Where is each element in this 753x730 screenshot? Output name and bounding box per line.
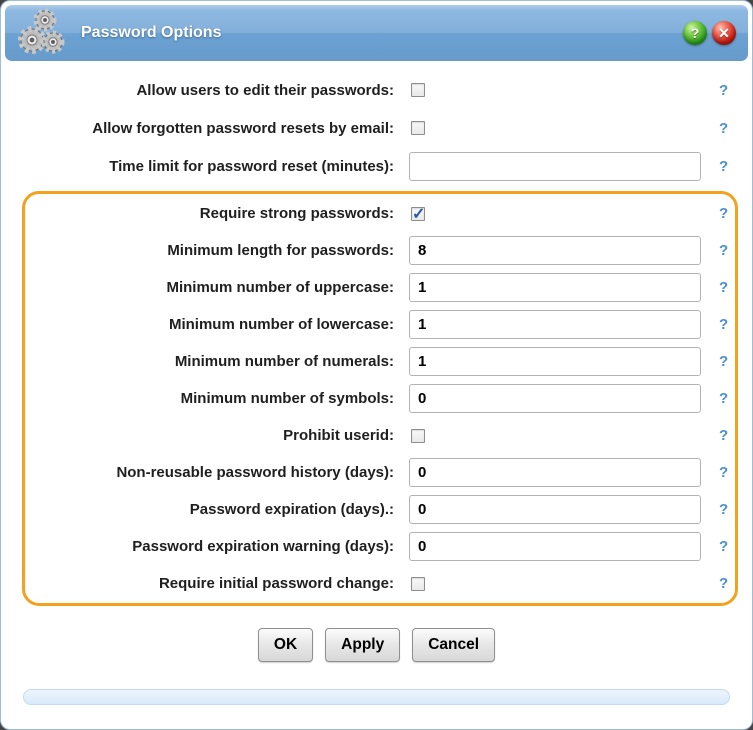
prohibit-userid-label: Prohibit userid: (283, 427, 394, 444)
gears-icon (17, 7, 73, 59)
allow-users-edit-passwords-help-icon[interactable]: ? (719, 81, 729, 99)
minimum-numerals-help-icon[interactable]: ? (719, 353, 729, 370)
form-row-allow-forgotten-password-resets (1, 109, 752, 147)
form-row-require-strong-passwords (25, 195, 735, 232)
require-strong-passwords-help-icon[interactable]: ? (719, 205, 729, 222)
ok-button[interactable]: OK (258, 628, 313, 662)
form-row-password-expiration-days (25, 491, 735, 528)
minimum-numerals-input[interactable] (409, 347, 701, 376)
require-initial-password-change-checkbox[interactable] (411, 577, 425, 591)
time-limit-password-reset-input[interactable] (409, 152, 701, 181)
time-limit-password-reset-help-icon[interactable]: ? (719, 157, 729, 175)
dialog-title: Password Options (81, 24, 222, 41)
minimum-length-passwords-input[interactable] (409, 236, 701, 265)
password-expiration-warning-days-label: Password expiration warning (days): (132, 538, 394, 555)
form-row-require-initial-password-change (25, 565, 735, 602)
allow-forgotten-password-resets-label: Allow forgotten password resets by email: (92, 119, 394, 137)
minimum-uppercase-label: Minimum number of uppercase: (166, 279, 394, 296)
minimum-length-passwords-label: Minimum length for passwords: (167, 242, 394, 259)
minimum-symbols-label: Minimum number of symbols: (180, 390, 394, 407)
form-row-minimum-length-passwords (25, 232, 735, 269)
close-button[interactable]: ✕ (712, 21, 736, 45)
minimum-lowercase-help-icon[interactable]: ? (719, 316, 729, 333)
require-initial-password-change-help-icon[interactable]: ? (719, 575, 729, 592)
prohibit-userid-checkbox[interactable] (411, 429, 425, 443)
password-expiration-days-label: Password expiration (days).: (189, 501, 394, 518)
form-row-password-history-days (25, 454, 735, 491)
password-history-days-input[interactable] (409, 458, 701, 487)
password-history-days-help-icon[interactable]: ? (719, 464, 729, 481)
allow-users-edit-passwords-label: Allow users to edit their passwords: (136, 81, 394, 99)
password-expiration-warning-days-help-icon[interactable]: ? (719, 538, 729, 555)
help-button[interactable]: ? (683, 21, 707, 45)
password-history-days-label: Non-reusable password history (days): (116, 464, 394, 481)
prohibit-userid-help-icon[interactable]: ? (719, 427, 729, 444)
form-row-minimum-uppercase (25, 269, 735, 306)
password-expiration-days-help-icon[interactable]: ? (719, 501, 729, 518)
minimum-symbols-input[interactable] (409, 384, 701, 413)
minimum-lowercase-label: Minimum number of lowercase: (168, 316, 394, 333)
form-row-allow-users-edit-passwords (1, 71, 752, 109)
form-row-password-expiration-warning-days (25, 528, 735, 565)
dialog-body (1, 71, 752, 705)
minimum-numerals-label: Minimum number of numerals: (174, 353, 394, 370)
minimum-length-passwords-help-icon[interactable]: ? (719, 242, 729, 259)
form-row-prohibit-userid (25, 417, 735, 454)
status-bar (23, 689, 730, 705)
form-row-minimum-numerals (25, 343, 735, 380)
apply-button[interactable]: Apply (325, 628, 400, 662)
cancel-button[interactable]: Cancel (412, 628, 495, 662)
require-initial-password-change-label: Require initial password change: (158, 575, 394, 592)
allow-forgotten-password-resets-help-icon[interactable]: ? (719, 119, 729, 137)
strong-password-group (22, 191, 738, 606)
allow-users-edit-passwords-checkbox[interactable] (411, 83, 425, 97)
allow-forgotten-password-resets-checkbox[interactable] (411, 121, 425, 135)
dialog-titlebar (5, 5, 748, 61)
general-options-section (1, 71, 752, 185)
form-row-minimum-symbols (25, 380, 735, 417)
minimum-lowercase-input[interactable] (409, 310, 701, 339)
password-expiration-days-input[interactable] (409, 495, 701, 524)
time-limit-password-reset-label: Time limit for password reset (minutes): (109, 157, 394, 175)
password-expiration-warning-days-input[interactable] (409, 532, 701, 561)
minimum-uppercase-help-icon[interactable]: ? (719, 279, 729, 296)
require-strong-passwords-label: Require strong passwords: (199, 205, 394, 222)
require-strong-passwords-checkbox[interactable] (411, 207, 425, 221)
action-buttons (1, 628, 752, 662)
minimum-symbols-help-icon[interactable]: ? (719, 390, 729, 407)
form-row-time-limit-password-reset (1, 147, 752, 185)
minimum-uppercase-input[interactable] (409, 273, 701, 302)
form-row-minimum-lowercase (25, 306, 735, 343)
